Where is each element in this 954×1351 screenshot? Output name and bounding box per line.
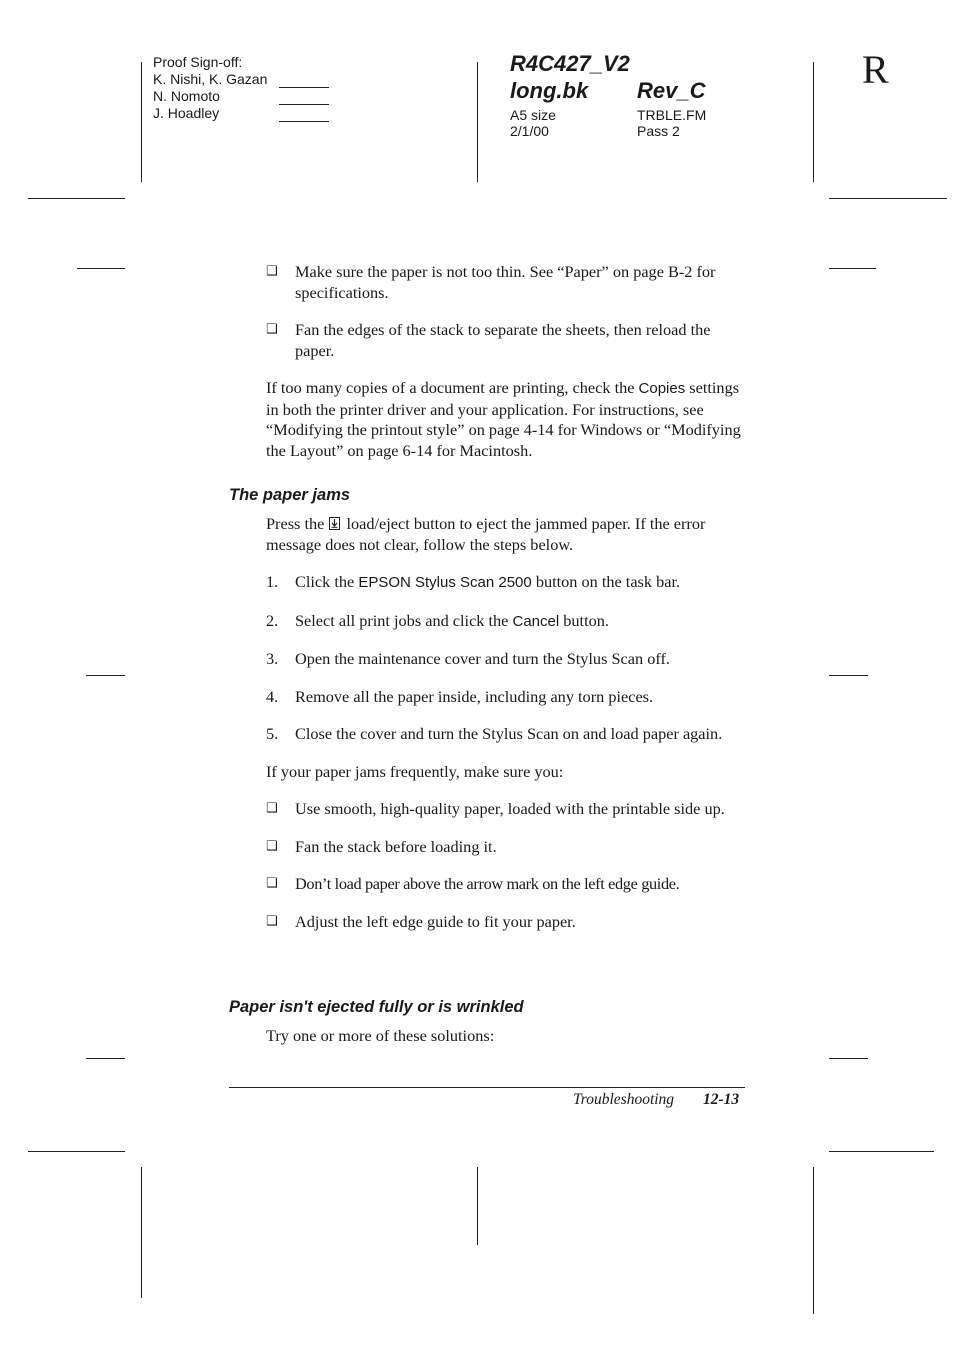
proof-signoff-title: Proof Sign-off: — [153, 54, 243, 70]
page-content — [266, 1026, 751, 1064]
crop-mark — [829, 1058, 868, 1059]
page-content — [266, 514, 751, 949]
crop-mark — [829, 1151, 934, 1152]
page-size: A5 size — [510, 107, 556, 123]
frequent-paragraph: If your paper jams frequently, make sure you: — [266, 761, 564, 781]
crop-mark — [141, 62, 142, 182]
signature-line — [279, 75, 329, 88]
signer-row — [153, 105, 329, 122]
footer-section-title: Troubleshooting — [573, 1091, 675, 1108]
section-heading: The paper jams — [229, 486, 351, 504]
checkbox-bullet-icon: ❑ — [266, 322, 278, 337]
crop-mark — [829, 268, 876, 269]
crop-mark — [477, 1167, 478, 1245]
checkbox-bullet-icon: ❑ — [266, 876, 278, 891]
crop-mark — [813, 1167, 814, 1314]
frame-file: TRBLE.FM — [637, 107, 707, 123]
step-item: 5. Close the cover and turn the Stylus Scan on and load paper again. — [266, 724, 723, 743]
checkbox-bullet-icon: ❑ — [266, 913, 278, 929]
crop-mark — [86, 675, 125, 676]
press-paragraph: Press the load/eject button to eject the jammed paper. If the error message does not clear, follow the steps below. — [266, 514, 706, 554]
signer-name: K. Nishi, K. Gazan — [153, 71, 268, 87]
checkbox-bullet-icon: ❑ — [266, 838, 278, 854]
crop-mark — [77, 268, 125, 269]
footer-rule — [229, 1087, 745, 1088]
checkbox-bullet-icon: ❑ — [266, 801, 278, 816]
revision: Rev_C — [637, 78, 706, 103]
pass: Pass 2 — [637, 123, 680, 139]
step-item: 3. Open the maintenance cover and turn the Stylus Scan off. — [266, 649, 670, 668]
list-item: ❑ Make sure the paper is not too thin. See “Paper” on page B-2 for specifications. — [266, 262, 716, 302]
load-eject-icon — [329, 517, 340, 530]
crop-mark — [829, 675, 868, 676]
section-heading: Paper isn't ejected fully or is wrinkled — [229, 998, 524, 1016]
list-item: ❑ Don’t load paper above the arrow mark on the left edge guide. — [266, 874, 680, 893]
step-item: 1. Click the EPSON Stylus Scan 2500 button on the task bar. — [266, 572, 681, 591]
crop-mark — [86, 1058, 125, 1059]
step-item: 4. Remove all the paper inside, including any torn pieces. — [266, 686, 654, 706]
step-item: 2. Select all print jobs and click the Cancel button. — [266, 610, 609, 630]
crop-mark — [28, 1151, 125, 1152]
crop-mark — [829, 198, 947, 199]
list-item: ❑ Fan the edges of the stack to separate the sheets, then reload the paper. — [266, 320, 711, 360]
signer-name: N. Nomoto — [153, 88, 220, 104]
signature-line — [279, 109, 329, 122]
crop-mark — [28, 198, 125, 199]
crop-mark — [477, 62, 478, 182]
ui-term: Copies — [638, 380, 686, 397]
try-paragraph: Try one or more of these solutions: — [266, 1026, 495, 1045]
document-id — [510, 50, 705, 104]
crop-mark — [813, 62, 814, 182]
ui-term: EPSON Stylus Scan 2500 — [358, 574, 532, 591]
date: 2/1/00 — [510, 123, 549, 139]
page-number: 12-13 — [703, 1091, 740, 1108]
corner-letter: R — [862, 47, 889, 92]
signer-row — [153, 71, 329, 88]
copies-paragraph: If too many copies of a document are printing, check the Copies settings in both the printer driver and your application. For instructions, see “Modifying the printout style” on page 4-14 for Windows or “Modifying the Layout” on page 6-14 for Macintosh. — [266, 378, 741, 460]
crop-mark — [141, 1167, 142, 1298]
list-item: ❑ Use smooth, high-quality paper, loaded with the printable side up. — [266, 799, 725, 818]
signer-row — [153, 88, 329, 105]
list-item: ❑ Fan the stack before loading it. — [266, 836, 497, 856]
list-item: ❑ Adjust the left edge guide to fit your paper. — [266, 911, 576, 931]
ui-term: Cancel — [512, 612, 560, 630]
proof-signoff — [153, 54, 329, 122]
signature-line — [279, 92, 329, 105]
document-code: R4C427_V2 — [510, 51, 630, 76]
book-file: long.bk — [510, 78, 589, 103]
document-meta — [510, 107, 706, 139]
checkbox-bullet-icon: ❑ — [266, 264, 278, 279]
page-content — [266, 262, 751, 461]
signer-name: J. Hoadley — [153, 105, 220, 121]
